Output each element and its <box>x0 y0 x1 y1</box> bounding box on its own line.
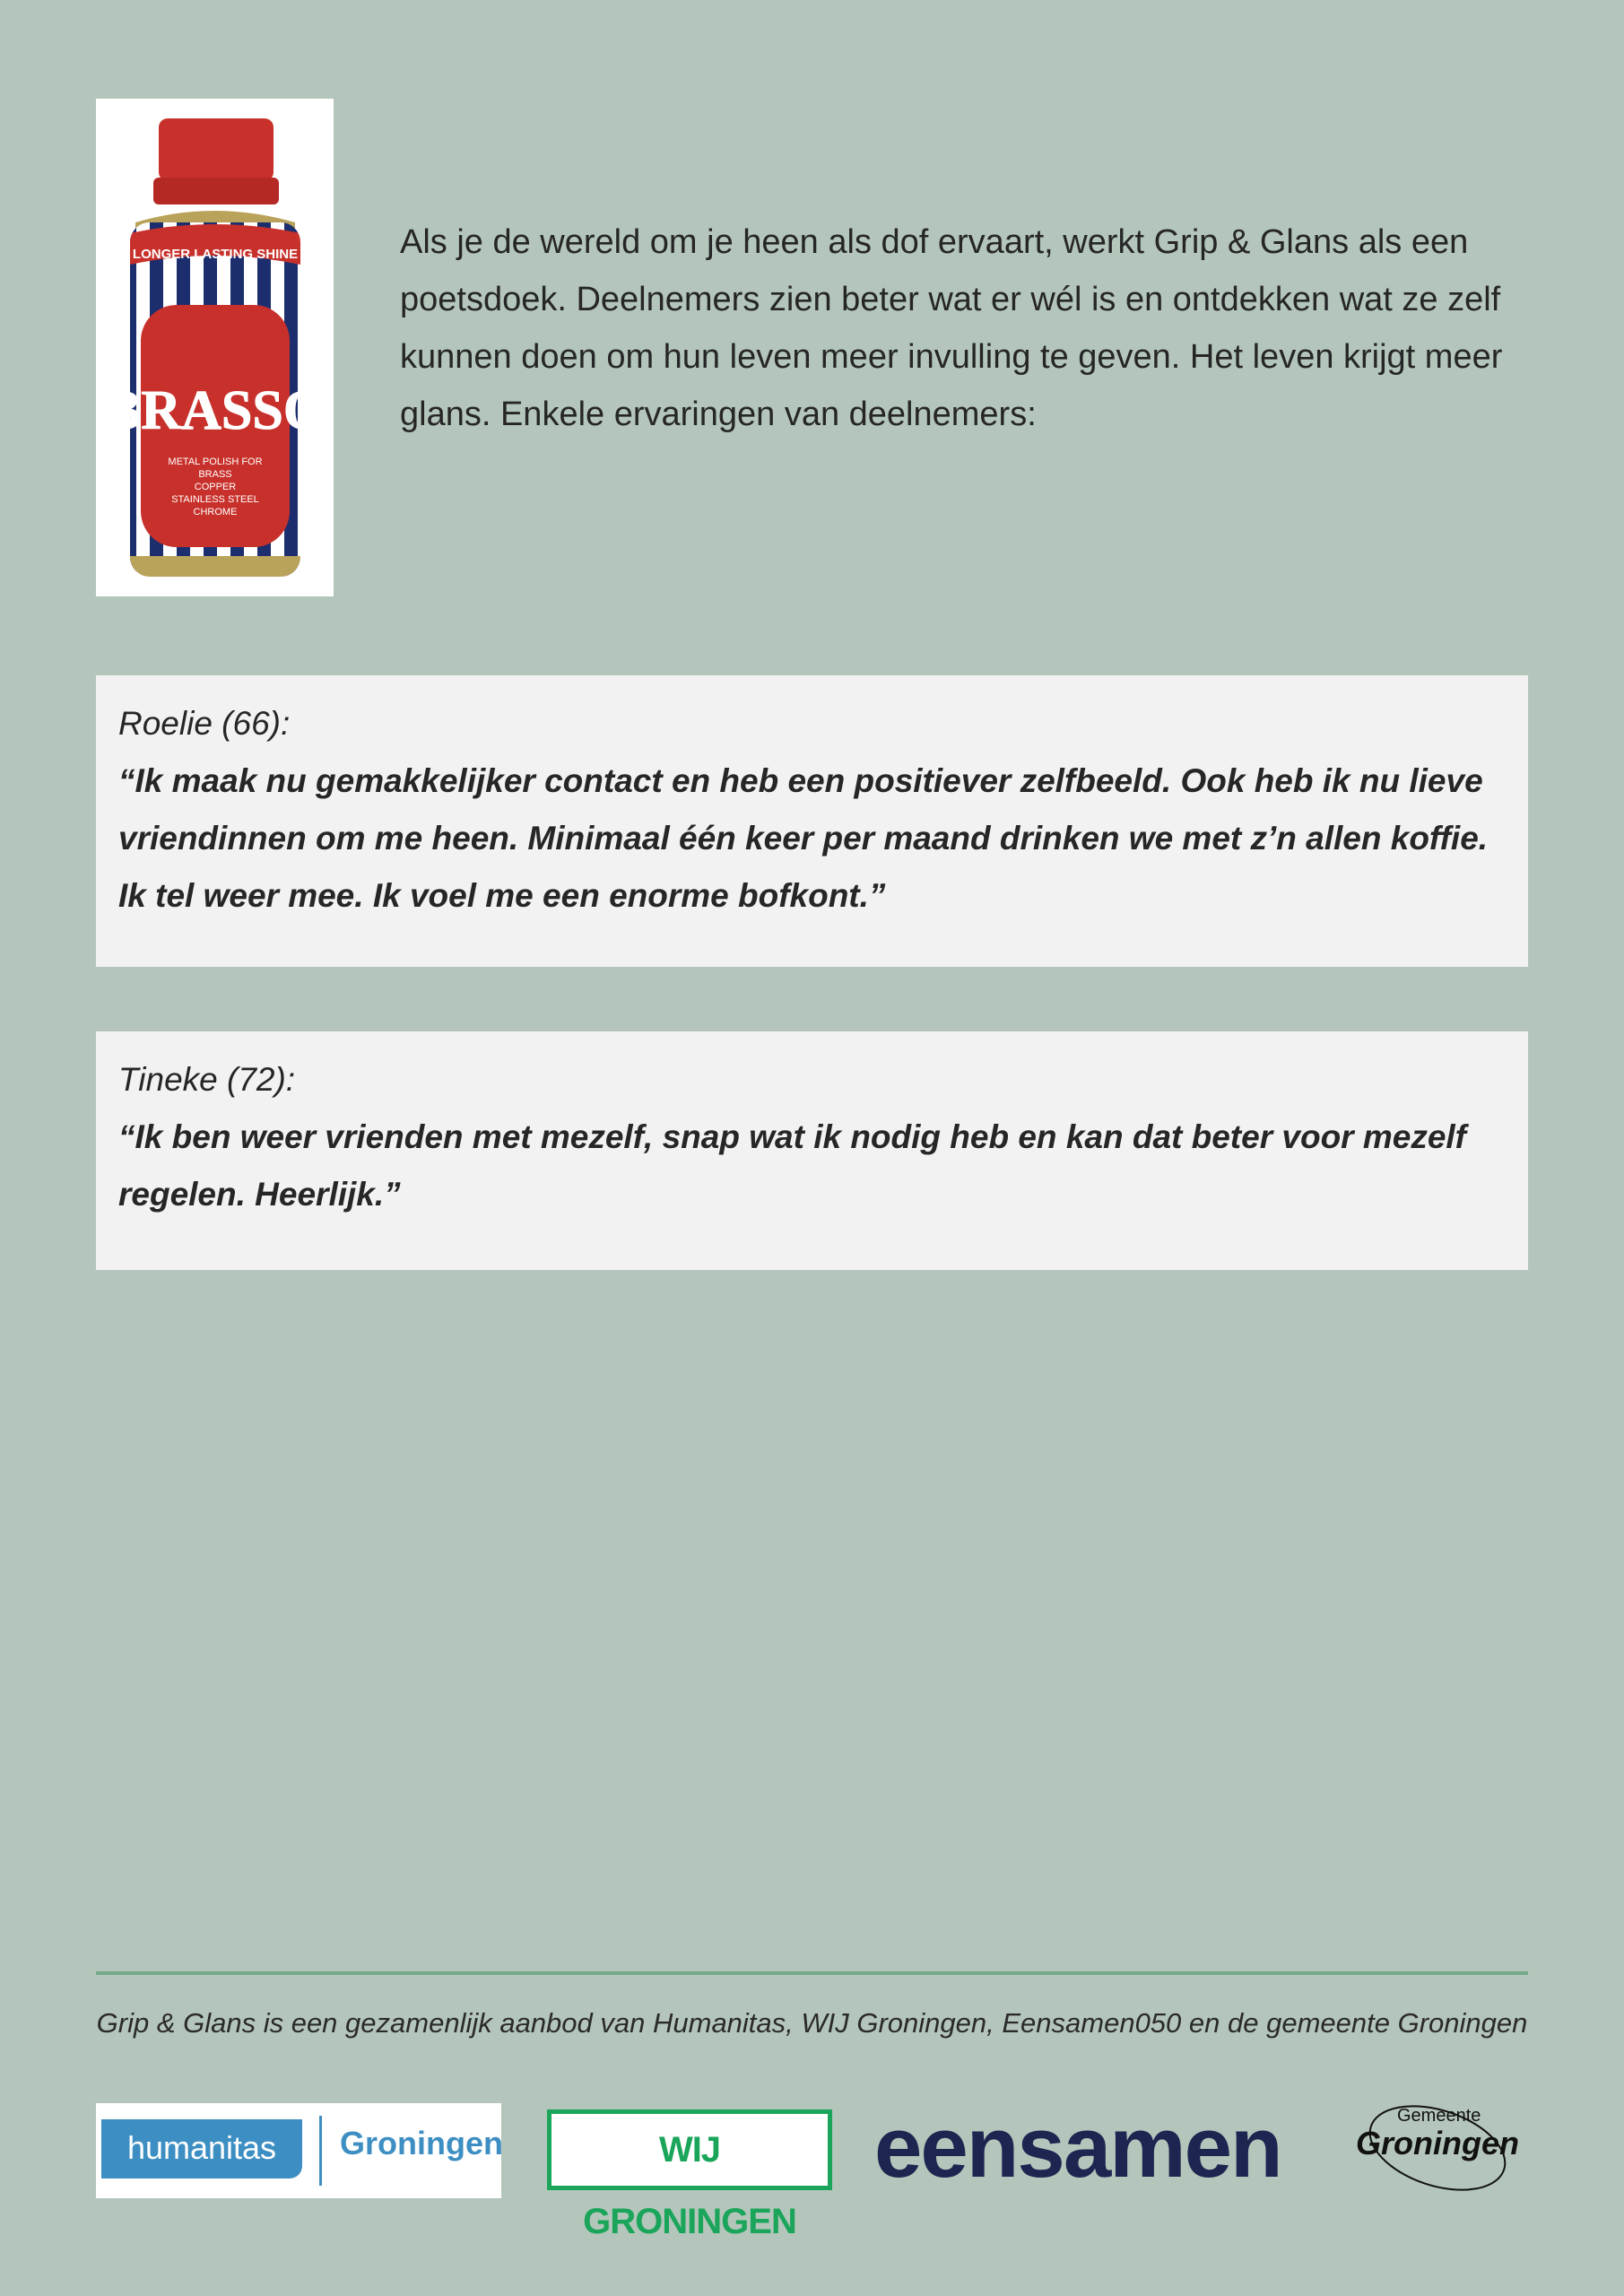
humanitas-logo <box>96 2103 501 2198</box>
intro-paragraph: Als je de wereld om je heen als dof ervaart, werkt Grip & Glans als een poetsdoek. Deelnemers zien beter wat er wél is en ontdekken wat ze zelf kunnen doen om hun leven meer invulling te geven. Het leven krijgt meer glans. Enkele ervaringen van deelnemers: <box>400 223 1503 433</box>
gemeente-groningen-logo <box>1352 2099 1532 2197</box>
brasso-tagline: LONGER LASTING SHINE <box>132 247 299 262</box>
brasso-description-line: STAINLESS STEEL <box>171 494 259 505</box>
brasso-can-illustration <box>96 99 334 596</box>
quote-author: Roelie (66): <box>118 705 291 742</box>
quote-card-tineke <box>96 1031 1528 1270</box>
quote-card-roelie <box>96 675 1528 967</box>
wij-groningen-logo-text: WIJ GRONINGEN <box>583 2130 796 2241</box>
groningen-wordmark: Groningen <box>1356 2125 1519 2161</box>
humanitas-logo-divider <box>319 2116 322 2186</box>
brasso-logo-text: BRASSO <box>103 380 327 441</box>
footer-divider <box>96 1971 1528 1975</box>
brasso-product-image <box>96 99 334 596</box>
quote-author: Tineke (72): <box>118 1061 296 1098</box>
brasso-description-line: CHROME <box>193 507 238 517</box>
gemeente-label: Gemeente <box>1397 2106 1481 2126</box>
eensamen-logo: eensamen <box>874 2100 1281 2196</box>
footer-credit: Grip & Glans is een gezamenlijk aanbod van Humanitas, WIJ Groningen, Eensamen050 en de gemeente Groningen <box>96 2007 1528 2039</box>
brasso-description-line: METAL POLISH FOR <box>168 457 263 467</box>
brasso-description-line: COPPER <box>194 482 237 492</box>
brasso-description-line: BRASS <box>198 469 232 480</box>
quote-text: “Ik maak nu gemakkelijker contact en heb een positiever zelfbeeld. Ook heb ik nu lieve vriendinnen om me heen. Minimaal één keer per maand drinken we met z’n allen koffie. Ik tel weer mee. Ik voel me een enorme bofkont.” <box>118 762 1489 914</box>
humanitas-logo-city: Groningen <box>340 2125 503 2161</box>
wij-groningen-logo <box>547 2109 832 2241</box>
humanitas-logo-badge: humanitas <box>101 2119 302 2179</box>
quote-text: “Ik ben weer vrienden met mezelf, snap wat ik nodig heb en kan dat beter voor mezelf regelen. Heerlijk.” <box>118 1118 1466 1213</box>
